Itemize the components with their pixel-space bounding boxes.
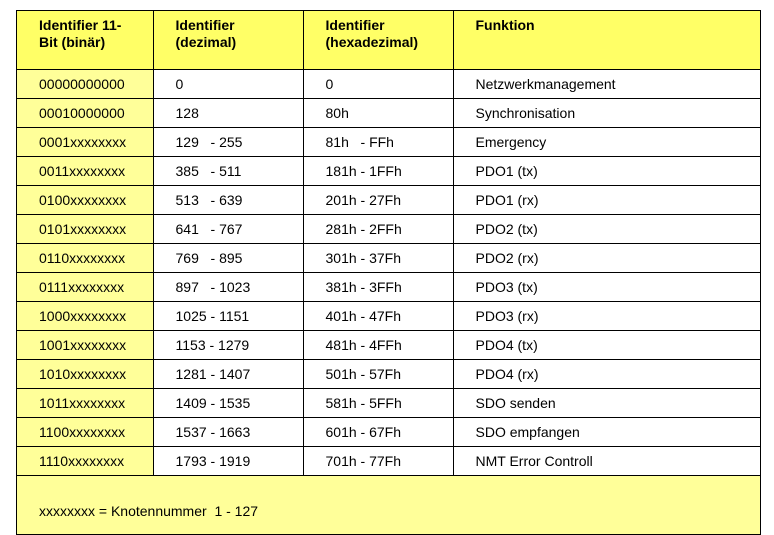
cell-function: PDO2 (rx) [453, 244, 760, 273]
footnote: xxxxxxxx = Knotennummer 1 - 127 [17, 476, 760, 535]
cell-hex: 601h - 67Fh [303, 418, 453, 447]
cell-function: Synchronisation [453, 99, 760, 128]
identifier-table [17, 11, 760, 534]
table-row [17, 157, 760, 186]
cell-function: PDO1 (rx) [453, 186, 760, 215]
cell-binary: 1010xxxxxxxx [17, 360, 153, 389]
cell-hex: 481h - 4FFh [303, 331, 453, 360]
table-row [17, 70, 760, 99]
cell-hex: 701h - 77Fh [303, 447, 453, 476]
cell-binary: 0100xxxxxxxx [17, 186, 153, 215]
table-row [17, 99, 760, 128]
cell-function: Netzwerkmanagement [453, 70, 760, 99]
cell-binary: 1000xxxxxxxx [17, 302, 153, 331]
cell-decimal: 769 - 895 [153, 244, 303, 273]
cell-binary: 0101xxxxxxxx [17, 215, 153, 244]
table-row [17, 186, 760, 215]
cell-decimal: 641 - 767 [153, 215, 303, 244]
cell-binary: 1100xxxxxxxx [17, 418, 153, 447]
cell-decimal: 1025 - 1151 [153, 302, 303, 331]
cell-binary: 1011xxxxxxxx [17, 389, 153, 418]
cell-function: PDO3 (rx) [453, 302, 760, 331]
cell-hex: 381h - 3FFh [303, 273, 453, 302]
cell-binary: 0110xxxxxxxx [17, 244, 153, 273]
cell-decimal: 0 [153, 70, 303, 99]
cell-binary: 1110xxxxxxxx [17, 447, 153, 476]
cell-decimal: 129 - 255 [153, 128, 303, 157]
cell-function: SDO senden [453, 389, 760, 418]
header-binary: Identifier 11- Bit (binär) [17, 11, 153, 70]
table-row [17, 418, 760, 447]
cell-decimal: 1793 - 1919 [153, 447, 303, 476]
footnote-row [17, 476, 760, 535]
cell-hex: 80h [303, 99, 453, 128]
table-row [17, 389, 760, 418]
cell-binary: 1001xxxxxxxx [17, 331, 153, 360]
cell-decimal: 1537 - 1663 [153, 418, 303, 447]
table-row [17, 302, 760, 331]
cell-decimal: 128 [153, 99, 303, 128]
cell-binary: 00010000000 [17, 99, 153, 128]
table-row [17, 215, 760, 244]
identifier-table-container [16, 10, 761, 535]
cell-hex: 201h - 27Fh [303, 186, 453, 215]
cell-decimal: 1153 - 1279 [153, 331, 303, 360]
cell-hex: 0 [303, 70, 453, 99]
table-body [17, 70, 760, 476]
cell-function: PDO1 (tx) [453, 157, 760, 186]
cell-function: PDO4 (rx) [453, 360, 760, 389]
cell-hex: 501h - 57Fh [303, 360, 453, 389]
cell-function: PDO4 (tx) [453, 331, 760, 360]
cell-binary: 0011xxxxxxxx [17, 157, 153, 186]
cell-hex: 81h - FFh [303, 128, 453, 157]
table-row [17, 447, 760, 476]
cell-hex: 581h - 5FFh [303, 389, 453, 418]
cell-binary: 0111xxxxxxxx [17, 273, 153, 302]
header-decimal: Identifier (dezimal) [153, 11, 303, 70]
cell-function: PDO2 (tx) [453, 215, 760, 244]
cell-decimal: 1409 - 1535 [153, 389, 303, 418]
header-row [17, 11, 760, 70]
cell-decimal: 385 - 511 [153, 157, 303, 186]
table-row [17, 331, 760, 360]
table-row [17, 244, 760, 273]
cell-function: SDO empfangen [453, 418, 760, 447]
table-row [17, 360, 760, 389]
cell-binary: 00000000000 [17, 70, 153, 99]
cell-function: PDO3 (tx) [453, 273, 760, 302]
cell-function: Emergency [453, 128, 760, 157]
cell-decimal: 1281 - 1407 [153, 360, 303, 389]
cell-decimal: 897 - 1023 [153, 273, 303, 302]
cell-hex: 401h - 47Fh [303, 302, 453, 331]
cell-hex: 281h - 2FFh [303, 215, 453, 244]
table-row [17, 128, 760, 157]
table-row [17, 273, 760, 302]
cell-hex: 301h - 37Fh [303, 244, 453, 273]
cell-decimal: 513 - 639 [153, 186, 303, 215]
cell-hex: 181h - 1FFh [303, 157, 453, 186]
header-function: Funktion [453, 11, 760, 70]
cell-function: NMT Error Controll [453, 447, 760, 476]
header-hex: Identifier (hexadezimal) [303, 11, 453, 70]
cell-binary: 0001xxxxxxxx [17, 128, 153, 157]
